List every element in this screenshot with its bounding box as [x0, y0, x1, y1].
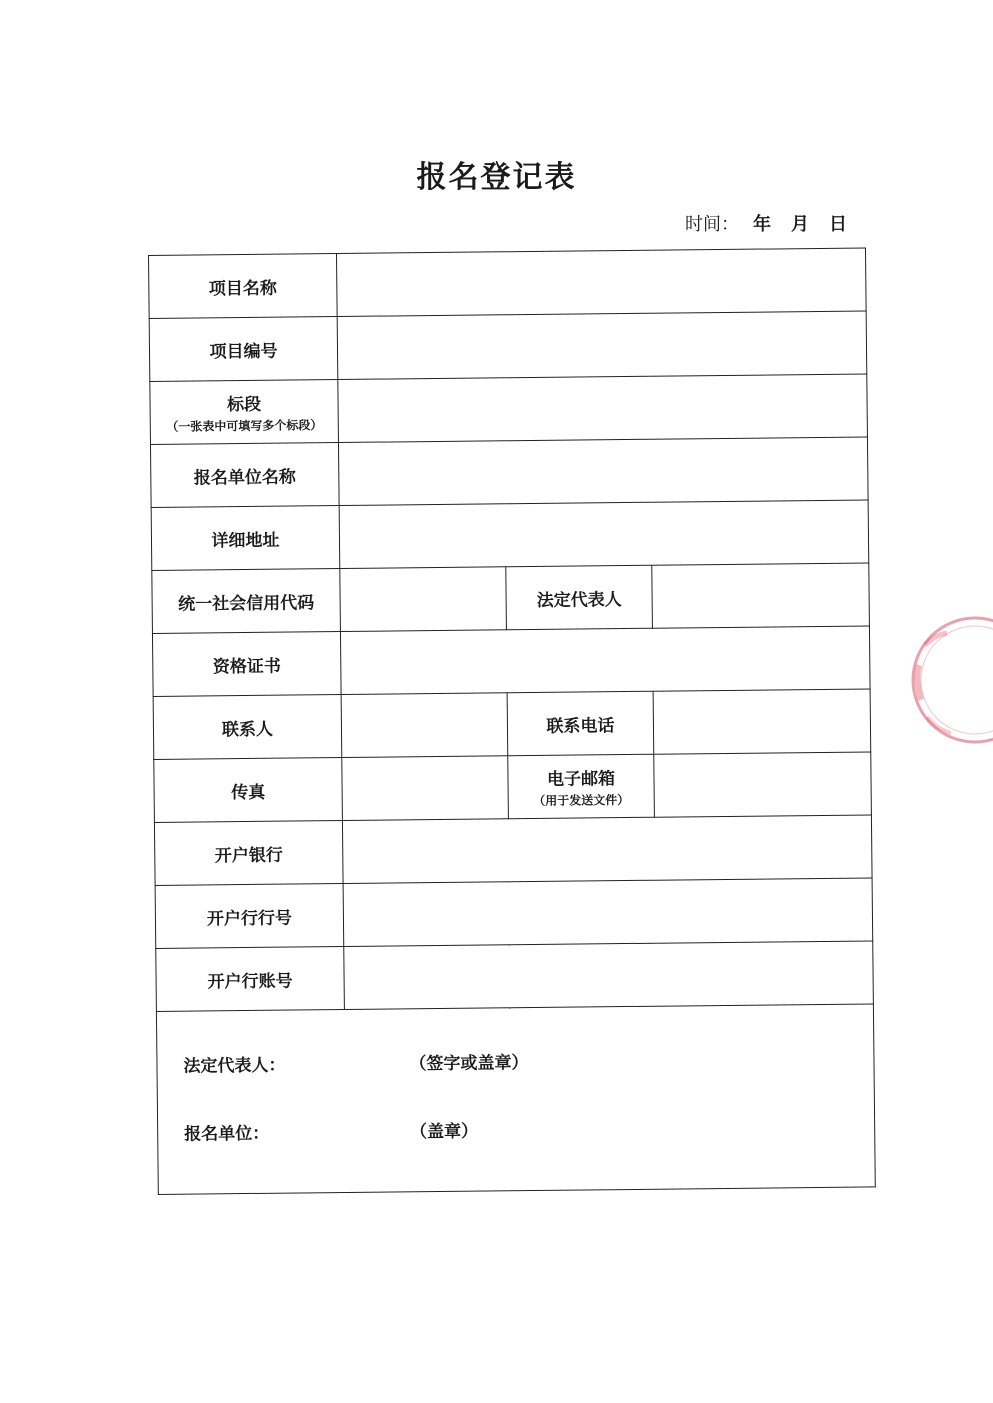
- section-label-cell: [150, 380, 339, 445]
- section-note: （一张表中可填写多个标段）: [166, 418, 323, 434]
- bank-number-field[interactable]: [343, 878, 873, 947]
- email-label-cell: [508, 754, 655, 819]
- unit-seal-label: 报名单位：: [184, 1123, 270, 1145]
- section-field[interactable]: [338, 374, 868, 443]
- registration-table: [148, 247, 874, 1011]
- registrant-name-field[interactable]: [338, 437, 868, 506]
- fax-label: 传真: [154, 757, 343, 822]
- bank-account-label: 开户行账号: [156, 946, 345, 1011]
- qualification-label: 资格证书: [152, 632, 341, 697]
- table-row: [151, 500, 869, 571]
- unit-seal-row[interactable]: [184, 1117, 478, 1145]
- bank-label: 开户银行: [154, 820, 343, 885]
- official-seal-icon: [905, 605, 993, 755]
- year-label: 年: [753, 214, 771, 235]
- table-row: [155, 878, 873, 949]
- legal-rep-label: 法定代表人: [506, 565, 653, 630]
- table-row: [154, 752, 872, 823]
- date-line: [685, 210, 847, 236]
- contact-label: 联系人: [153, 695, 342, 760]
- table-row: [150, 374, 868, 445]
- page-title: 报名登记表: [416, 160, 577, 195]
- project-number-field[interactable]: [337, 311, 867, 380]
- legal-rep-field[interactable]: [652, 563, 870, 628]
- table-row: [153, 689, 871, 760]
- contact-field[interactable]: [341, 693, 508, 758]
- month-label: 月: [791, 214, 809, 235]
- registration-form: [148, 247, 876, 1194]
- address-label: 详细地址: [151, 506, 340, 571]
- qualification-field[interactable]: [340, 626, 870, 695]
- fax-field[interactable]: [342, 756, 509, 821]
- legal-rep-signature-row[interactable]: [183, 1048, 528, 1077]
- table-row: [150, 437, 868, 508]
- project-name-field[interactable]: [336, 248, 866, 317]
- table-row: [149, 311, 867, 382]
- bank-number-label: 开户行行号: [155, 883, 344, 948]
- email-label: 电子邮箱: [546, 769, 616, 790]
- signature-block: [156, 1004, 876, 1195]
- unit-seal-note: （盖章）: [410, 1121, 479, 1143]
- credit-code-field[interactable]: [340, 567, 507, 632]
- bank-account-field[interactable]: [344, 941, 874, 1010]
- table-row: [156, 941, 874, 1012]
- project-name-label: 项目名称: [149, 254, 338, 319]
- email-field[interactable]: [654, 752, 872, 817]
- phone-field[interactable]: [653, 689, 871, 754]
- bank-field[interactable]: [342, 815, 872, 884]
- phone-label: 联系电话: [507, 691, 654, 756]
- address-field[interactable]: [339, 500, 869, 569]
- table-row: [152, 563, 870, 634]
- table-row: [152, 626, 870, 697]
- date-label: 时间：: [685, 214, 739, 235]
- legal-rep-signature-note: （签字或盖章）: [409, 1053, 529, 1075]
- registrant-name-label: 报名单位名称: [150, 443, 339, 508]
- table-row: [154, 815, 872, 886]
- legal-rep-signature-label: 法定代表人：: [183, 1055, 286, 1077]
- table-row: [149, 248, 867, 319]
- section-label: 标段: [226, 394, 262, 416]
- project-number-label: 项目编号: [149, 317, 338, 382]
- email-note: （用于发送文件）: [533, 792, 630, 808]
- day-label: 日: [829, 214, 847, 235]
- credit-code-label: 统一社会信用代码: [152, 569, 341, 634]
